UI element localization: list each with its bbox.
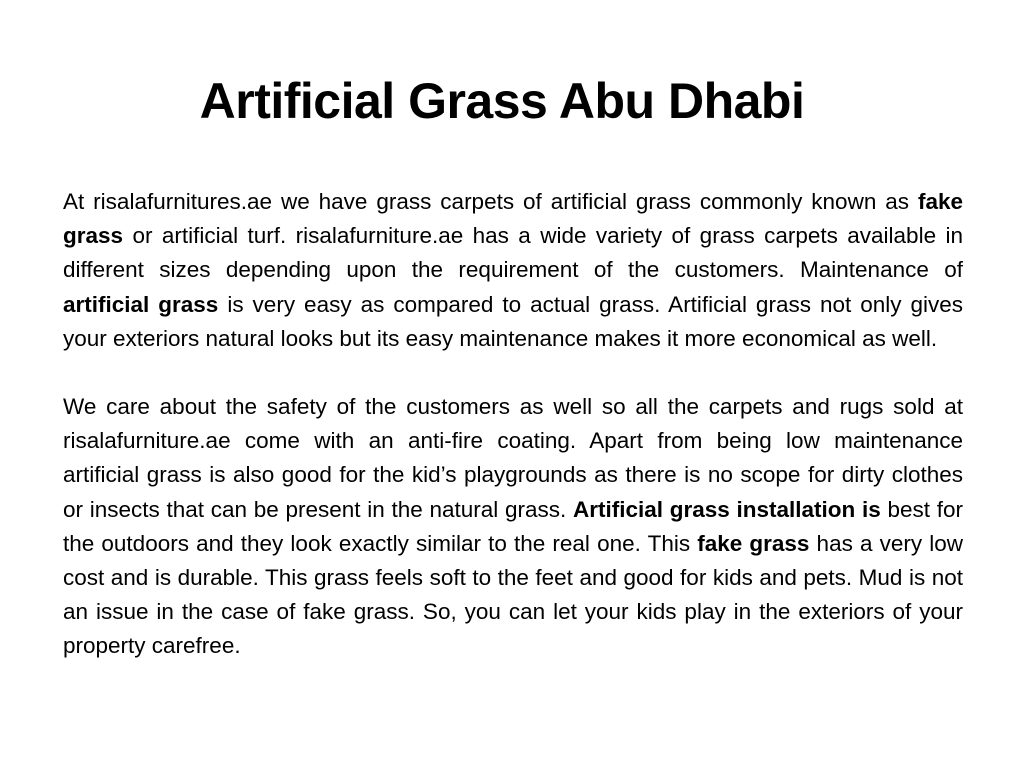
- slide-body: [63, 185, 963, 664]
- keyword-fake-grass-2: fake grass: [697, 530, 810, 556]
- paragraph-1: [63, 185, 963, 356]
- paragraph-1-text-1: At risalafurnitures.ae we have grass carpets of artificial grass commonly known as: [63, 189, 918, 214]
- paragraph-2-text-3: has a very low cost and is durable. This grass feels soft to the feet and good for kids and pets. Mud is not an issue in the case of fake grass. So, you can let your kids play in the exteriors of your property carefree.: [63, 530, 963, 659]
- slide-title: Artificial Grass Abu Dhabi: [199, 73, 805, 129]
- paragraph-2-text-1: We care about the safety of the customers as well so all the carpets and rugs sold at risalafurniture.ae come with an anti-fire coating. Apart from being low maintenance artificial grass is also good for the kid’s playgrounds as there is no scope for dirty clothes or insects that can be present in the natural grass.: [63, 394, 963, 522]
- paragraph-2-text-2: best for the outdoors and they look exactly similar to the real one. This: [63, 496, 963, 556]
- keyword-fake-grass: fake grass: [63, 189, 963, 249]
- paragraph-2: [63, 390, 963, 664]
- keyword-artificial-grass: artificial grass: [63, 291, 219, 317]
- paragraph-1-text-3: is very easy as compared to actual grass. Artificial grass not only gives your exteriors natural looks but its easy maintenance makes it more economical as well.: [63, 291, 964, 351]
- keyword-artificial-grass-installation: Artificial grass installation is: [573, 496, 881, 522]
- paragraph-1-text-2: or artificial turf. risalafurniture.ae has a wide variety of grass carpets available in different sizes depending upon the requirement of the customers. Maintenance of: [63, 223, 963, 283]
